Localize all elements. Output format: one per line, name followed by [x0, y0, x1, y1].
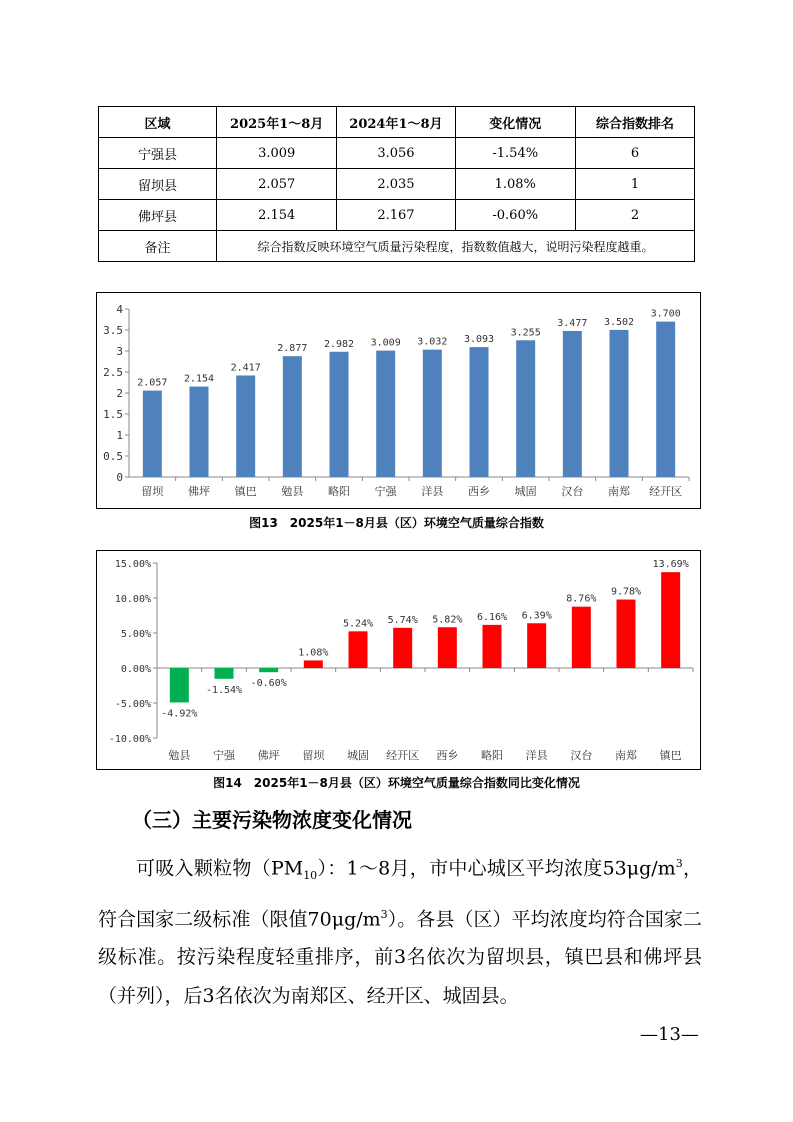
table-header-row	[99, 107, 695, 138]
note-text: 综合指数反映环境空气质量污染程度，指数数值越大，说明污染程度越重。	[217, 231, 695, 262]
table-cell: 1	[575, 169, 694, 200]
page-number: —13—	[640, 1024, 699, 1045]
category-label: 勉县	[281, 485, 304, 498]
bar	[470, 347, 489, 477]
y-tick-label: 5.00%	[120, 629, 151, 640]
category-label: 洋县	[421, 485, 444, 498]
category-label: 佛坪	[188, 485, 210, 498]
para-sup: 3	[675, 857, 683, 870]
category-label: 略阳	[481, 749, 503, 762]
category-label: 宁强	[213, 749, 235, 762]
data-label: 6.16%	[476, 611, 508, 623]
category-label: 城固	[347, 749, 369, 762]
table-cell: 2.167	[337, 200, 455, 231]
header-rank: 综合指数排名	[575, 107, 694, 138]
bar	[143, 391, 162, 477]
y-tick-label: 0.5	[103, 450, 123, 463]
chart-composite-index	[96, 292, 701, 509]
para-sup: 3	[380, 907, 388, 921]
bar	[376, 351, 395, 477]
bar	[393, 628, 412, 668]
data-label: 2.982	[323, 338, 355, 350]
bar	[349, 631, 368, 668]
bar	[215, 668, 234, 679]
data-label: 5.24%	[342, 618, 374, 630]
bar	[170, 668, 189, 702]
bar	[656, 322, 675, 477]
data-label: 2.877	[277, 343, 308, 355]
y-tick-label: 2	[116, 387, 123, 400]
header-change: 变化情况	[455, 107, 575, 138]
bar	[259, 668, 278, 672]
chart-composite-index-svg	[97, 293, 700, 508]
data-label: -4.92%	[161, 708, 198, 720]
category-label: 西乡	[436, 749, 459, 762]
bar	[190, 387, 209, 477]
category-label: 略阳	[328, 485, 350, 498]
table-cell: 6	[575, 138, 694, 169]
table-row	[99, 200, 695, 231]
category-label: 城固	[514, 485, 537, 498]
table-cell: 2.154	[217, 200, 337, 231]
table-cell: 宁强县	[99, 138, 217, 169]
body-paragraph	[98, 845, 702, 1015]
data-label: -1.54%	[205, 684, 243, 696]
bar	[304, 660, 323, 668]
data-label: 1.08%	[298, 647, 329, 659]
y-tick-label: 1	[116, 429, 123, 442]
bar	[483, 625, 502, 668]
category-label: 留坝	[302, 749, 325, 762]
para-text: 可吸入颗粒物（PM	[136, 857, 304, 880]
note-label: 备注	[99, 231, 217, 262]
para-text: ）。各县（区）平均浓度均符合国家二级标准。按污染程度轻重排序，前3名依次为留坝县，镇巴县和佛坪县（并列），后3名依次为南郑区、经开区、城固县。	[98, 907, 702, 1007]
table-cell: 3.056	[337, 138, 455, 169]
data-label: 3.009	[370, 337, 401, 349]
chart-yoy-change-svg	[97, 551, 700, 769]
chart-yoy-change	[96, 550, 701, 770]
bar	[572, 607, 591, 668]
table-cell: -1.54%	[455, 138, 575, 169]
y-tick-label: 2.5	[103, 366, 123, 379]
y-tick-label: -10.00%	[108, 734, 151, 745]
y-tick-label: -5.00%	[114, 699, 151, 710]
chart-14-caption: 图14 2025年1－8月县（区）环境空气质量综合指数同比变化情况	[213, 776, 580, 790]
y-tick-label: 0.00%	[120, 664, 151, 675]
category-label: 南郑	[615, 749, 637, 762]
header-2025: 2025年1～8月	[217, 107, 337, 138]
table-cell: 2.035	[337, 169, 455, 200]
para-text: ）：1～8月，市中心城区平均浓度53μg/m	[317, 857, 676, 880]
table-note-row	[99, 231, 695, 262]
data-label: 9.78%	[610, 586, 642, 598]
category-label: 南郑	[608, 485, 630, 498]
data-label: 2.154	[183, 373, 215, 385]
data-label: 5.74%	[387, 614, 418, 626]
bar	[283, 356, 302, 477]
data-label: 3.502	[603, 316, 635, 328]
data-label: 13.69%	[652, 559, 689, 571]
y-tick-label: 10.00%	[114, 594, 151, 605]
data-label: 6.39%	[521, 610, 552, 622]
data-label: -0.60%	[250, 678, 287, 690]
data-label: 3.255	[510, 327, 541, 339]
category-label: 汉台	[570, 749, 593, 762]
section-heading: （三）主要污染物浓度变化情况	[132, 808, 412, 832]
y-tick-label: 3	[116, 345, 123, 358]
category-label: 留坝	[141, 485, 164, 498]
category-label: 勉县	[168, 749, 191, 762]
category-label: 宁强	[374, 485, 397, 498]
para-text: ，符合国家二级标准（限值70μg/m	[98, 857, 702, 930]
category-label: 经开区	[649, 485, 683, 498]
table-row	[99, 169, 695, 200]
header-region: 区域	[99, 107, 217, 138]
category-label: 经开区	[386, 749, 420, 762]
category-label: 镇巴	[234, 485, 257, 498]
table-cell: 留坝县	[99, 169, 217, 200]
data-label: 3.700	[650, 308, 681, 320]
data-label: 3.093	[463, 334, 495, 346]
bar	[527, 623, 546, 668]
category-label: 汉台	[561, 485, 584, 498]
category-label: 镇巴	[659, 749, 682, 762]
category-label: 西乡	[468, 485, 490, 498]
header-2024: 2024年1～8月	[337, 107, 455, 138]
bar	[236, 375, 255, 477]
table-cell: 2	[575, 200, 694, 231]
bar	[661, 572, 680, 668]
bar	[423, 350, 442, 477]
y-tick-label: 0	[116, 471, 123, 484]
data-label: 3.477	[557, 317, 588, 329]
para-sub: 10	[303, 869, 318, 883]
bar	[617, 600, 636, 668]
table-cell: 2.057	[217, 169, 337, 200]
data-label: 2.057	[137, 377, 168, 389]
table-cell: 佛坪县	[99, 200, 217, 231]
table-cell: -0.60%	[455, 200, 575, 231]
chart-13-caption: 图13 2025年1－8月县（区）环境空气质量综合指数	[249, 516, 544, 530]
y-tick-label: 3.5	[103, 324, 123, 337]
bar	[610, 330, 629, 477]
table-cell: 3.009	[217, 138, 337, 169]
table-cell: 1.08%	[455, 169, 575, 200]
air-quality-table	[98, 106, 695, 262]
bar	[330, 352, 349, 477]
bar	[438, 627, 457, 668]
y-tick-label: 15.00%	[114, 559, 151, 570]
category-label: 洋县	[525, 749, 548, 762]
bar	[516, 340, 535, 477]
data-label: 8.76%	[566, 593, 597, 605]
y-tick-label: 1.5	[103, 408, 123, 421]
data-label: 3.032	[417, 336, 448, 348]
data-label: 5.82%	[432, 614, 463, 626]
y-tick-label: 4	[116, 303, 123, 316]
bar	[563, 331, 582, 477]
category-label: 佛坪	[257, 749, 280, 762]
data-label: 2.417	[230, 362, 261, 374]
table-row	[99, 138, 695, 169]
